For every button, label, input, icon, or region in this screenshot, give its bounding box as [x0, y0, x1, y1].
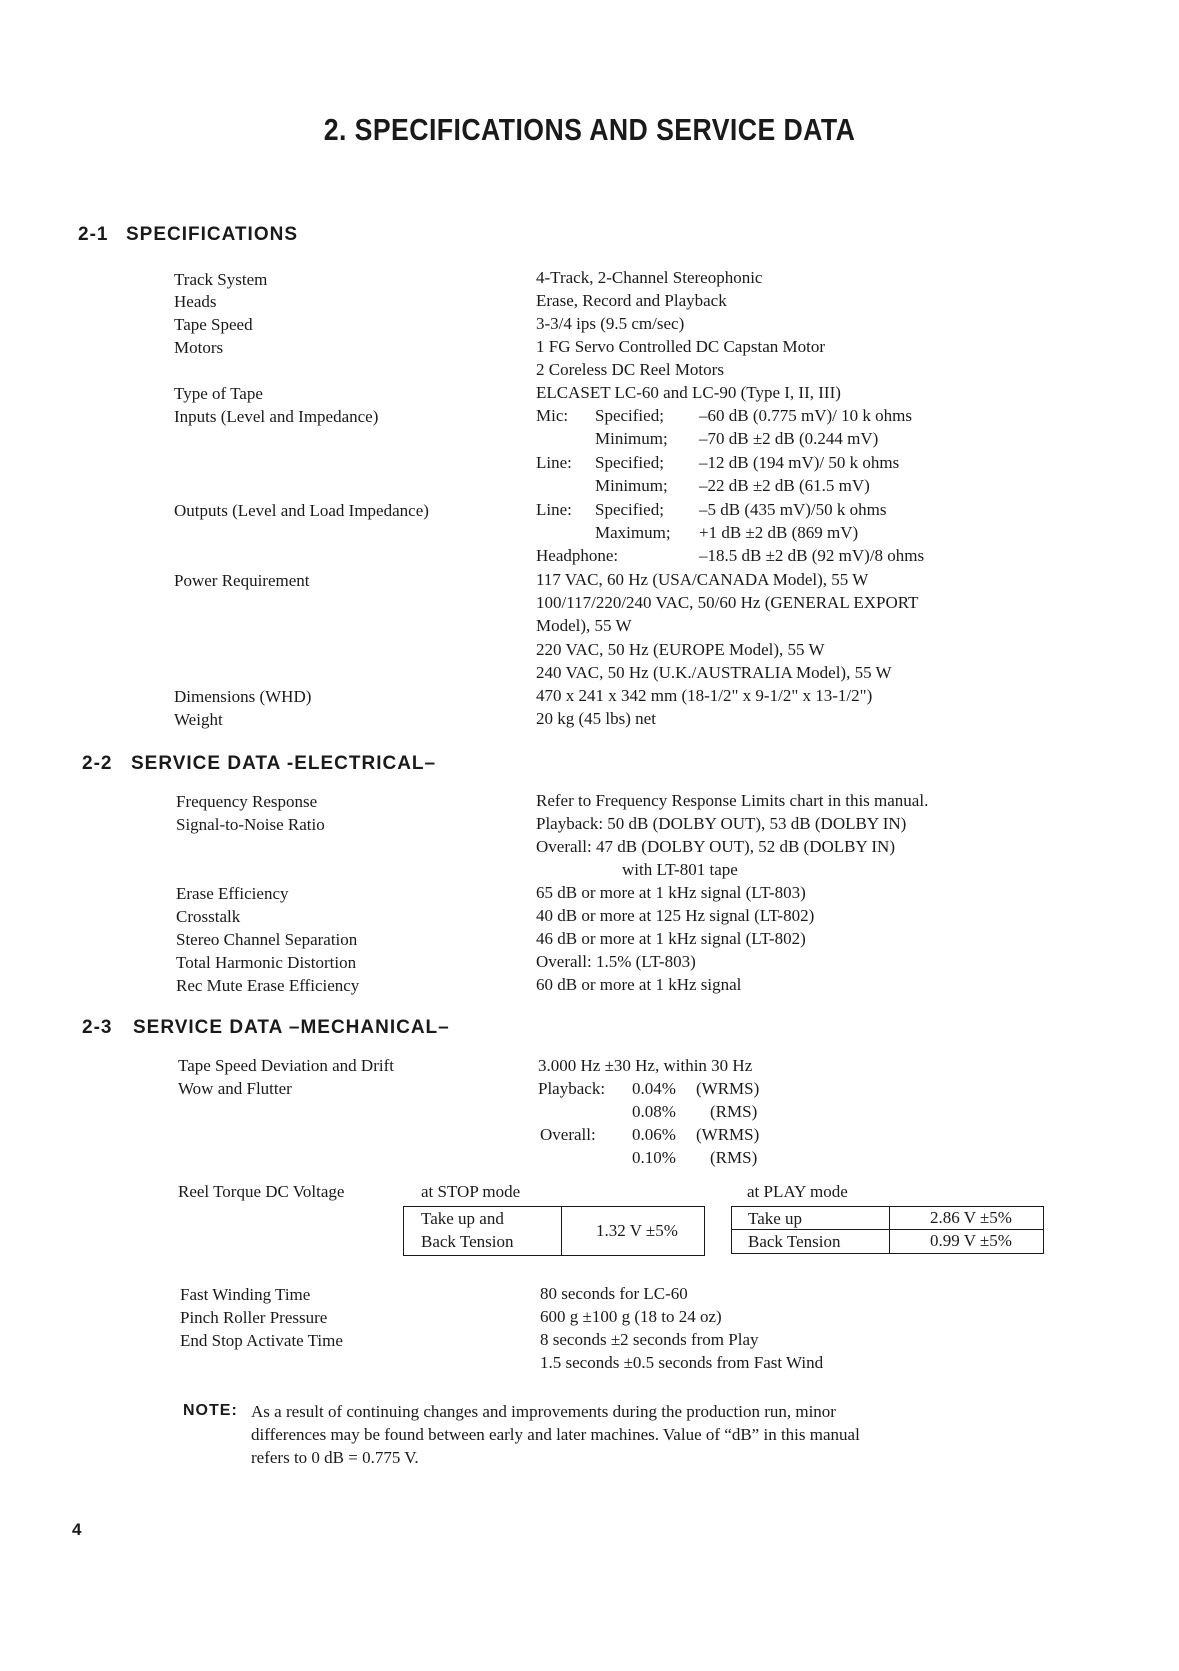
spec-unit: (WRMS) [696, 1079, 760, 1098]
spec-value: –12 dB (194 mV)/ 50 k ohms [699, 453, 900, 472]
wow-mode: Playback: [538, 1079, 606, 1098]
spec-label: Motors [174, 338, 224, 357]
spec-value: 3.000 Hz ±30 Hz, within 30 Hz [538, 1056, 753, 1075]
spec-value: with LT-801 tape [622, 860, 738, 879]
spec-value: –70 dB ±2 dB (0.244 mV) [699, 429, 879, 448]
spec-value: 470 x 241 x 342 mm (18-1/2" x 9-1/2" x 13-1/2") [536, 686, 873, 705]
spec-label: Dimensions (WHD) [174, 687, 312, 706]
spec-value: –22 dB ±2 dB (61.5 mV) [699, 476, 870, 495]
input-qualifier: Minimum; [595, 429, 668, 448]
spec-label: Reel Torque DC Voltage [178, 1182, 345, 1201]
spec-label: Type of Tape [174, 384, 263, 403]
spec-unit: (RMS) [710, 1148, 758, 1167]
output-type: Line: [536, 500, 572, 519]
output-type: Headphone: [536, 546, 619, 565]
spec-value: 3-3/4 ips (9.5 cm/sec) [536, 314, 685, 333]
spec-unit: (RMS) [710, 1102, 758, 1121]
section-title: SPECIFICATIONS [126, 224, 298, 245]
input-qualifier: Minimum; [595, 476, 668, 495]
play-mode-table [731, 1206, 1044, 1254]
spec-value: 60 dB or more at 1 kHz signal [536, 975, 742, 994]
spec-value: 1.5 seconds ±0.5 seconds from Fast Wind [540, 1353, 824, 1372]
spec-label: Signal-to-Noise Ratio [176, 815, 325, 834]
spec-label: Tape Speed Deviation and Drift [178, 1056, 394, 1075]
table-heading: at PLAY mode [747, 1182, 848, 1201]
spec-label: Track System [174, 270, 268, 289]
spec-label: Wow and Flutter [178, 1079, 292, 1098]
table-cell: 2.86 V ±5% [930, 1208, 1012, 1227]
spec-label: Crosstalk [176, 907, 241, 926]
spec-label: Outputs (Level and Load Impedance) [174, 501, 429, 520]
spec-value: 8 seconds ±2 seconds from Play [540, 1330, 759, 1349]
spec-label: End Stop Activate Time [180, 1331, 343, 1350]
spec-value: 600 g ±100 g (18 to 24 oz) [540, 1307, 722, 1326]
spec-value: 100/117/220/240 VAC, 50/60 Hz (GENERAL EXPORT [536, 593, 919, 612]
note-text: differences may be found between early and later machines. Value of “dB” in this manual [251, 1425, 860, 1444]
spec-label: Erase Efficiency [176, 884, 289, 903]
spec-label: Inputs (Level and Impedance) [174, 407, 379, 426]
page-title: 2. SPECIFICATIONS AND SERVICE DATA [323, 112, 856, 147]
output-qualifier: Specified; [595, 500, 664, 519]
spec-value: 1 FG Servo Controlled DC Capstan Motor [536, 337, 825, 356]
input-qualifier: Specified; [595, 453, 664, 472]
note-text: refers to 0 dB = 0.775 V. [251, 1448, 419, 1467]
input-type: Mic: [536, 406, 569, 425]
spec-label: Pinch Roller Pressure [180, 1308, 328, 1327]
table-cell: Back Tension [421, 1232, 514, 1251]
page-number: 4 [72, 1520, 82, 1539]
input-type: Line: [536, 453, 572, 472]
spec-value: 80 seconds for LC-60 [540, 1284, 688, 1303]
table-heading: at STOP mode [421, 1182, 521, 1201]
spec-value: ELCASET LC-60 and LC-90 (Type I, II, III) [536, 383, 841, 402]
note-text: As a result of continuing changes and improvements during the production run, minor [251, 1402, 836, 1421]
spec-label: Heads [174, 292, 217, 311]
spec-label: Stereo Channel Separation [176, 930, 358, 949]
spec-value: 2 Coreless DC Reel Motors [536, 360, 724, 379]
spec-label: Tape Speed [174, 315, 253, 334]
spec-label: Rec Mute Erase Efficiency [176, 976, 360, 995]
input-qualifier: Specified; [595, 406, 664, 425]
spec-value: 0.08% [632, 1102, 676, 1121]
wow-mode: Overall: [540, 1125, 596, 1144]
section-number: 2-3 [82, 1017, 113, 1038]
table-cell: Take up and [421, 1209, 504, 1228]
spec-value: –18.5 dB ±2 dB (92 mV)/8 ohms [699, 546, 925, 565]
spec-label: Total Harmonic Distortion [176, 953, 357, 972]
section-title: SERVICE DATA -ELECTRICAL– [131, 753, 437, 774]
spec-label: Weight [174, 710, 223, 729]
spec-value: 0.06% [632, 1125, 676, 1144]
spec-value: 46 dB or more at 1 kHz signal (LT-802) [536, 929, 806, 948]
spec-value: +1 dB ±2 dB (869 mV) [699, 523, 859, 542]
spec-value: –5 dB (435 mV)/50 k ohms [699, 500, 887, 519]
spec-value: 240 VAC, 50 Hz (U.K./AUSTRALIA Model), 55 W [536, 663, 892, 682]
spec-label: Frequency Response [176, 792, 318, 811]
spec-label: Fast Winding Time [180, 1285, 311, 1304]
spec-unit: (WRMS) [696, 1125, 760, 1144]
section-title: SERVICE DATA –MECHANICAL– [133, 1017, 450, 1038]
section-number: 2-1 [78, 224, 109, 245]
table-cell: Take up [748, 1209, 803, 1228]
spec-value: 65 dB or more at 1 kHz signal (LT-803) [536, 883, 806, 902]
spec-label: Power Requirement [174, 571, 310, 590]
spec-value: Overall: 47 dB (DOLBY OUT), 52 dB (DOLBY IN) [536, 837, 895, 856]
spec-value: Playback: 50 dB (DOLBY OUT), 53 dB (DOLBY IN) [536, 814, 907, 833]
spec-value: Overall: 1.5% (LT-803) [536, 952, 696, 971]
section-number: 2-2 [82, 753, 113, 774]
table-cell: Back Tension [748, 1232, 841, 1251]
spec-value: Refer to Frequency Response Limits chart in this manual. [536, 791, 929, 810]
spec-value: 20 kg (45 lbs) net [536, 709, 656, 728]
spec-value: Model), 55 W [536, 616, 632, 635]
spec-value: Erase, Record and Playback [536, 291, 727, 310]
spec-value: 0.10% [632, 1148, 676, 1167]
spec-value: 40 dB or more at 125 Hz signal (LT-802) [536, 906, 815, 925]
table-cell: 1.32 V ±5% [596, 1221, 678, 1240]
spec-value: –60 dB (0.775 mV)/ 10 k ohms [699, 406, 912, 425]
spec-value: 4-Track, 2-Channel Stereophonic [536, 268, 763, 287]
spec-value: 220 VAC, 50 Hz (EUROPE Model), 55 W [536, 640, 825, 659]
spec-value: 117 VAC, 60 Hz (USA/CANADA Model), 55 W [536, 570, 869, 589]
note-label: NOTE: [183, 1402, 238, 1419]
stop-mode-table [403, 1206, 705, 1256]
output-qualifier: Maximum; [595, 523, 671, 542]
table-cell: 0.99 V ±5% [930, 1231, 1012, 1250]
spec-value: 0.04% [632, 1079, 676, 1098]
